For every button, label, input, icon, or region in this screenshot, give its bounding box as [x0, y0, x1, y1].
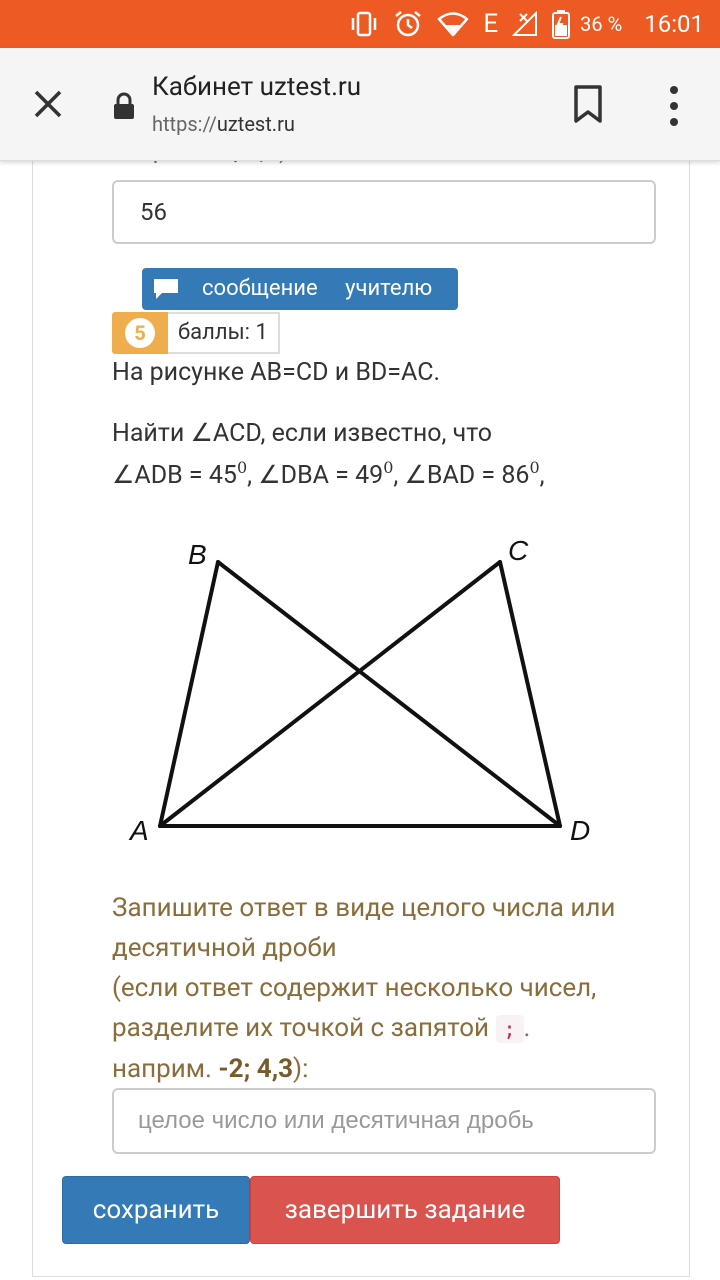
alarm-icon: [393, 9, 423, 39]
angle-bad: ∠BAD = 86: [404, 461, 530, 490]
status-icons: [349, 0, 704, 48]
message-teacher-label: сообщение учителю: [202, 276, 433, 301]
angle-dba: ∠DBA = 49: [258, 461, 384, 490]
answer-input[interactable]: [112, 1088, 656, 1154]
answer-instructions: [112, 888, 672, 1089]
vertex-label-d: D: [570, 815, 591, 846]
battery-percent: 36 %: [580, 12, 623, 36]
signal-icon: [512, 11, 538, 37]
url-scheme: https://: [152, 112, 217, 136]
example-suffix: ):: [293, 1054, 309, 1084]
lock-icon: [112, 92, 136, 120]
semicolon-code: ;: [496, 1015, 524, 1043]
geometry-figure: [126, 528, 606, 858]
angle-adb: ∠ADB = 45: [112, 461, 237, 490]
close-icon[interactable]: [28, 84, 68, 124]
separator: ,: [247, 461, 259, 490]
battery-charging-icon: [552, 9, 570, 39]
bookmark-icon[interactable]: [572, 84, 604, 124]
status-bar: [0, 0, 720, 48]
vertex-label-b: B: [188, 539, 207, 570]
vertex-label-c: C: [508, 535, 529, 566]
degree-mark: 0: [236, 458, 248, 477]
clock: 16:01: [644, 10, 704, 38]
problem-line-2: Найти ∠ACD, если известно, что: [112, 419, 493, 448]
wifi-icon: [437, 11, 469, 37]
vertex-label-a: A: [130, 815, 149, 846]
degree-mark: 0: [529, 458, 540, 477]
vibrate-icon: [349, 11, 379, 37]
instructions-line-3: [112, 1049, 672, 1089]
separator: ,: [393, 461, 405, 490]
instructions-line-2: [112, 968, 672, 1049]
instructions-line-2-end: .: [523, 1013, 531, 1043]
points-badge: [112, 312, 280, 354]
previous-answer-field[interactable]: 56: [112, 180, 656, 244]
chat-bubble-icon: [152, 277, 180, 301]
problem-angles: [112, 458, 545, 490]
instructions-line-2-text: (если ответ содержит несколько чисел, разделите их точкой с запятой: [112, 973, 597, 1043]
points-number: 5: [125, 318, 155, 348]
network-e-icon: E: [483, 9, 499, 39]
url-host: uztest.ru: [216, 112, 295, 136]
degree-mark: 0: [383, 458, 394, 477]
message-teacher-button[interactable]: [142, 268, 458, 310]
example-prefix: наприм.: [112, 1054, 219, 1084]
more-options-icon[interactable]: [664, 84, 684, 128]
example-value: -2; 4,3: [218, 1054, 294, 1084]
instructions-line-1: Запишите ответ в виде целого числа или десятичной дроби: [112, 893, 616, 963]
points-number-bg: [112, 312, 168, 354]
trailing-comma: ,: [539, 461, 545, 490]
save-button[interactable]: сохранить: [62, 1176, 250, 1244]
page-title: Кабинет uztest.ru: [152, 72, 362, 102]
browser-toolbar: [0, 48, 720, 161]
points-label: баллы: 1: [168, 312, 280, 354]
finish-task-button[interactable]: завершить задание: [250, 1176, 560, 1244]
page-url[interactable]: [152, 112, 295, 136]
problem-line-1: На рисунке AB=CD и BD=AC.: [112, 358, 441, 387]
